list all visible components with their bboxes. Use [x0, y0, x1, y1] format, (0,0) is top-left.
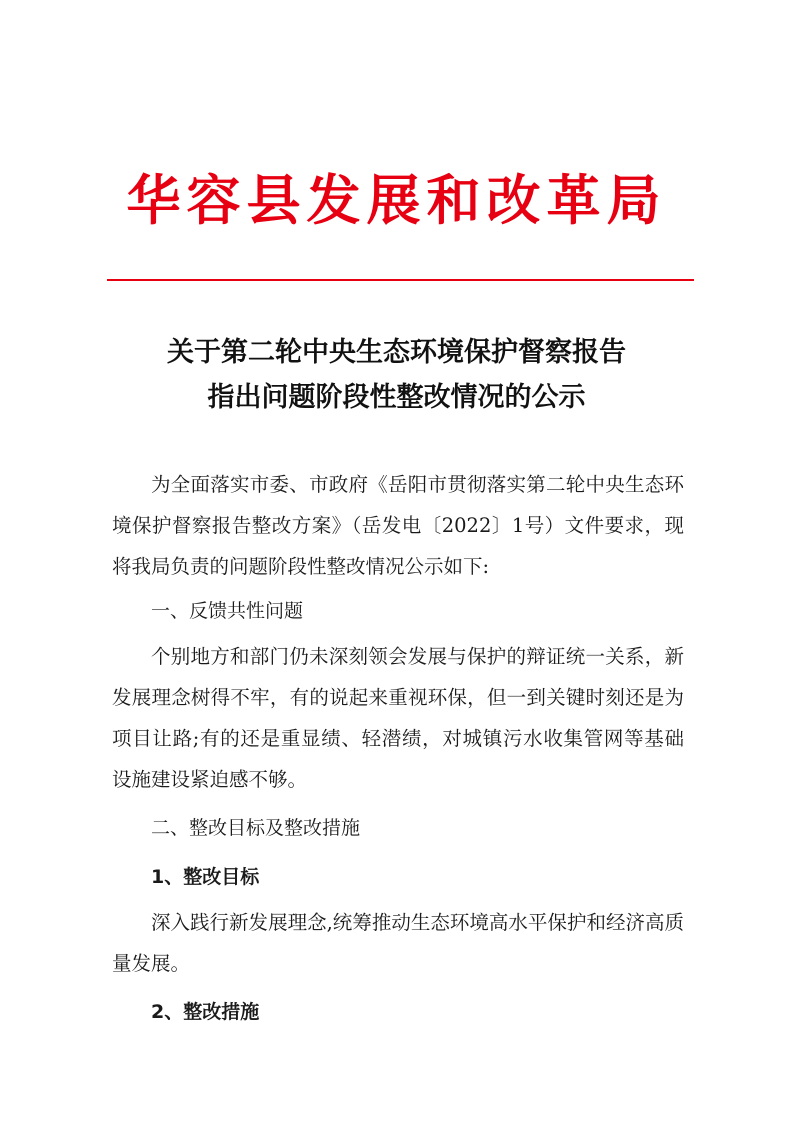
- subsection-1-paragraph: 深入践行新发展理念,统筹推动生态环境高水平保护和经济高质量发展。: [112, 911, 684, 975]
- section-1-paragraph: 个别地方和部门仍未深刻领会发展与保护的辩证统一关系，新发展理念树得不牢，有的说起来重视环保，但一到关键时刻还是为项目让路;有的还是重显绩、轻潜绩，对城镇污水收集管网等基础设施建设紧迫感不够。: [112, 645, 684, 791]
- title-line-1: 关于第二轮中央生态环境保护督察报告: [167, 337, 626, 368]
- title-line-2: 指出问题阶段性整改情况的公示: [207, 382, 586, 413]
- document-body: [112, 464, 684, 1033]
- section-1-heading: 一、反馈共性问题: [151, 600, 304, 622]
- header-divider: [107, 279, 694, 281]
- intro-paragraph: 为全面落实市委、市政府《岳阳市贯彻落实第二轮中央生态环境保护督察报告整改方案》（岳发电〔2022〕1号）文件要求，现将我局负责的问题阶段性整改情况公示如下:: [112, 473, 684, 578]
- section-2-heading: 二、整改目标及整改措施: [151, 817, 361, 839]
- document-title: [0, 330, 793, 420]
- organization-header: 华容县发展和改革局: [126, 168, 667, 232]
- subsection-2-heading: 2、整改措施: [151, 1001, 260, 1023]
- subsection-1-heading: 1、整改目标: [151, 866, 260, 888]
